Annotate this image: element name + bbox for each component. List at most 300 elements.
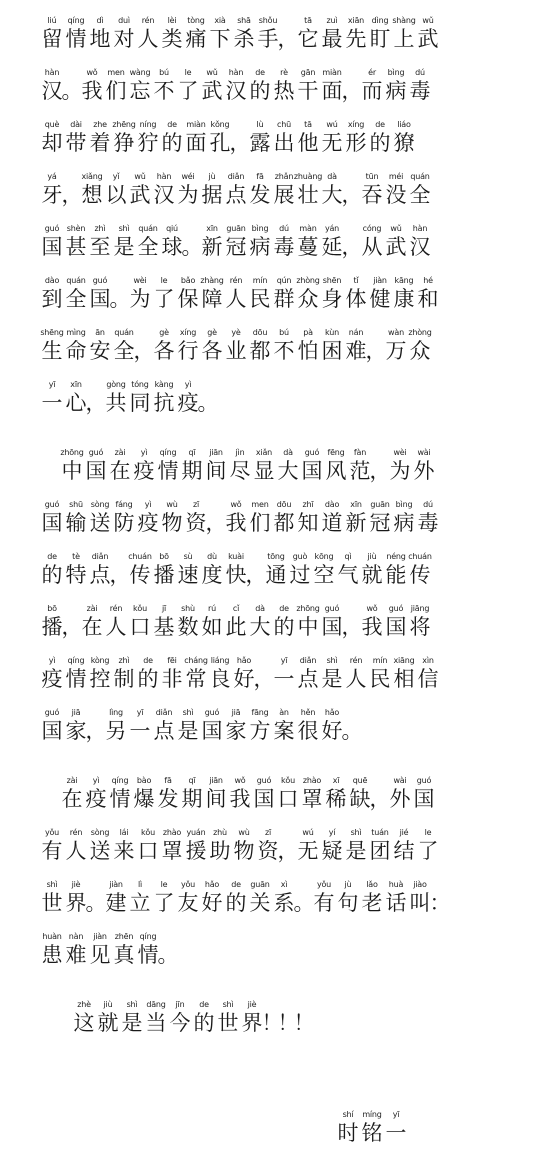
hanzi: 能 (385, 563, 407, 587)
character-cell (336, 1109, 360, 1146)
character-cell (180, 447, 204, 484)
character-cell (40, 879, 64, 916)
hanzi: 各 (153, 339, 175, 363)
hanzi: 风 (325, 459, 347, 483)
hanzi: 度 (201, 563, 223, 587)
pinyin: hǎo (204, 880, 220, 889)
character-cell (392, 275, 416, 312)
character-cell (40, 499, 64, 536)
character-cell (112, 223, 136, 260)
hanzi: 传 (129, 563, 151, 587)
hanzi: 们 (249, 511, 271, 535)
character-cell (128, 67, 152, 104)
pinyin: diǎn (155, 708, 173, 717)
pinyin: zhe (93, 120, 107, 129)
character-cell (64, 499, 88, 536)
character-cell (64, 15, 88, 52)
pinyin: xiāng (393, 656, 415, 665)
pinyin: jiā (71, 708, 81, 717)
hanzi: 国 (41, 719, 63, 743)
hanzi: 是 (345, 839, 367, 863)
hanzi: 命 (65, 339, 87, 363)
pinyin: hǎo (236, 656, 252, 665)
pinyin: dāng (146, 1000, 166, 1009)
character-cell (272, 67, 296, 104)
character-cell (296, 707, 320, 744)
hanzi: 全 (409, 183, 431, 207)
character-cell (368, 15, 392, 52)
character-cell (136, 931, 160, 968)
pinyin: qíng (159, 448, 177, 457)
pinyin: xiǎn (255, 448, 273, 457)
pinyin: wǒ (234, 776, 246, 785)
character-cell (64, 931, 88, 968)
pinyin: wǔ (134, 172, 146, 181)
hanzi: 间 (205, 787, 227, 811)
character-cell (136, 827, 160, 864)
hanzi: 传 (409, 563, 431, 587)
hanzi: 送 (89, 839, 111, 863)
character-cell (88, 275, 112, 312)
hanzi: 口 (129, 615, 151, 639)
pinyin: guān (250, 880, 270, 889)
pinyin: qī (188, 448, 196, 457)
pinyin: jiù (367, 552, 377, 561)
character-cell (84, 447, 108, 484)
pinyin: miàn (322, 68, 342, 77)
pinyin: zhī (302, 500, 314, 509)
punctuation-cell (205, 499, 227, 536)
pinyin: fāng (251, 708, 269, 717)
hanzi: 据 (201, 183, 223, 207)
pinyin: xì (280, 880, 288, 889)
pinyin: miàn (186, 120, 206, 129)
character-cell (336, 879, 360, 916)
hanzi: 案 (273, 719, 295, 743)
pinyin: jiàn (373, 276, 387, 285)
hanzi: 数 (177, 615, 199, 639)
pinyin: fáng (115, 500, 133, 509)
hanzi: 一 (41, 391, 63, 415)
character-cell (88, 499, 112, 536)
hanzi: 各 (201, 339, 223, 363)
character-cell (320, 119, 344, 156)
character-cell (416, 275, 440, 312)
character-cell (128, 707, 152, 744)
character-cell (408, 223, 432, 260)
pinyin: le (160, 880, 168, 889)
punctuation-cell (341, 707, 363, 744)
hanzi: ， (109, 563, 131, 587)
character-cell (248, 707, 272, 744)
pinyin: cǐ (232, 604, 240, 613)
pinyin: qíng (111, 776, 129, 785)
paragraph-gap (40, 968, 500, 984)
hanzi: 中 (297, 615, 319, 639)
hanzi: 有 (41, 839, 63, 863)
punctuation-cell (365, 327, 387, 364)
hanzi: 。 (341, 719, 363, 743)
hanzi: 的 (193, 1011, 215, 1035)
pinyin: qì (344, 552, 352, 561)
pinyin: àn (279, 708, 289, 717)
character-cell (80, 67, 104, 104)
character-cell (64, 827, 88, 864)
pinyin: nán (348, 328, 364, 337)
hanzi: 是 (113, 235, 135, 259)
text-line (40, 760, 500, 812)
character-cell (248, 275, 272, 312)
character-cell (312, 551, 336, 588)
pinyin: zī (192, 500, 200, 509)
pinyin: zhōng (296, 604, 320, 613)
pinyin: kǒu (141, 828, 155, 837)
hanzi: 身 (321, 287, 343, 311)
hanzi: 康 (393, 287, 415, 311)
pinyin: jìn (235, 448, 245, 457)
hanzi: 疫 (85, 787, 107, 811)
hanzi: 疫 (137, 511, 159, 535)
hanzi: 为 (177, 183, 199, 207)
character-cell (252, 775, 276, 812)
character-cell (176, 67, 200, 104)
character-cell (252, 447, 276, 484)
pinyin: yán (324, 224, 340, 233)
character-cell (40, 119, 64, 156)
hanzi: ， (341, 615, 363, 639)
pinyin: de (231, 880, 241, 889)
character-cell (324, 775, 348, 812)
pinyin: xìn (422, 656, 434, 665)
pinyin: wǔ (390, 224, 402, 233)
hanzi: 武 (385, 235, 407, 259)
hanzi: 冠 (369, 511, 391, 535)
hanzi: 全 (113, 339, 135, 363)
pinyin: bìng (387, 68, 405, 77)
author-signature (40, 1094, 500, 1146)
hanzi: 的 (249, 79, 271, 103)
punctuation-cell (277, 15, 299, 52)
pinyin: shàng (392, 16, 416, 25)
character-cell (276, 775, 300, 812)
hanzi: 这 (73, 1011, 95, 1035)
character-cell (40, 171, 64, 208)
character-cell (112, 931, 136, 968)
hanzi: 武 (417, 27, 439, 51)
character-cell (272, 499, 296, 536)
pinyin: shì (350, 828, 362, 837)
pinyin: de (143, 656, 153, 665)
character-cell (64, 223, 88, 260)
character-cell (272, 655, 296, 692)
hanzi: 有 (313, 891, 335, 915)
hanzi: 结 (393, 839, 415, 863)
hanzi: 上 (393, 27, 415, 51)
pinyin: yǒu (316, 880, 332, 889)
punctuation-cell (133, 327, 155, 364)
character-cell (64, 275, 88, 312)
character-cell (152, 707, 176, 744)
pinyin: wèi (393, 448, 407, 457)
character-cell (224, 67, 248, 104)
character-cell (128, 171, 152, 208)
hanzi: ， (369, 459, 391, 483)
pinyin: shì (182, 708, 194, 717)
character-cell (224, 275, 248, 312)
hanzi: 难 (345, 339, 367, 363)
character-cell (152, 879, 176, 916)
pinyin: dōu (252, 328, 268, 337)
character-cell (412, 775, 436, 812)
hanzi: 想 (81, 183, 103, 207)
hanzi: 他 (297, 131, 319, 155)
character-cell (152, 327, 176, 364)
character-cell (368, 827, 392, 864)
pinyin: zī (264, 828, 272, 837)
character-cell (416, 499, 440, 536)
pinyin: yǒu (44, 828, 60, 837)
hanzi: 人 (225, 287, 247, 311)
character-cell (300, 447, 324, 484)
character-cell (136, 655, 160, 692)
character-cell (368, 275, 392, 312)
character-cell (128, 879, 152, 916)
character-cell (288, 551, 312, 588)
hanzi: 孔 (209, 131, 231, 155)
character-cell (296, 327, 320, 364)
character-cell (200, 707, 224, 744)
paragraph-gap (40, 416, 500, 432)
hanzi: 此 (225, 615, 247, 639)
pinyin: kǒu (281, 776, 295, 785)
punctuation-cell (293, 999, 315, 1036)
pinyin: zhǎn (274, 172, 294, 181)
pinyin: xīn (206, 224, 218, 233)
character-cell (256, 15, 280, 52)
hanzi: 界 (65, 891, 87, 915)
pinyin: rén (109, 604, 123, 613)
character-cell (88, 223, 112, 260)
character-cell (208, 15, 232, 52)
character-cell (320, 603, 344, 640)
pinyin: shū (69, 500, 83, 509)
hanzi: 保 (177, 287, 199, 311)
punctuation-cell (61, 603, 83, 640)
pinyin: jiàn (93, 932, 107, 941)
punctuation-cell (369, 775, 391, 812)
character-cell (360, 551, 384, 588)
pinyin: yì (140, 448, 148, 457)
hanzi: 期 (181, 787, 203, 811)
pinyin: dà (255, 604, 265, 613)
hanzi: 是 (121, 1011, 143, 1035)
hanzi: 另 (105, 719, 127, 743)
character-cell (64, 879, 88, 916)
hanzi: 怕 (297, 339, 319, 363)
pinyin: kāng (394, 276, 414, 285)
character-cell (72, 999, 96, 1036)
hanzi: 点 (297, 667, 319, 691)
pinyin: lèi (167, 16, 177, 25)
pinyin: guó (204, 708, 220, 717)
character-cell (104, 67, 128, 104)
character-cell (104, 879, 128, 916)
character-cell (224, 603, 248, 640)
character-cell (392, 119, 416, 156)
pinyin: dà (327, 172, 337, 181)
pinyin: pà (303, 328, 313, 337)
text-line (40, 52, 500, 104)
character-cell (88, 15, 112, 52)
character-cell (320, 275, 344, 312)
punctuation-cell (341, 223, 363, 260)
hanzi: 障 (201, 287, 223, 311)
character-cell (248, 171, 272, 208)
hanzi: 类 (161, 27, 183, 51)
pinyin: guó (304, 448, 320, 457)
pinyin: yá (47, 172, 57, 181)
hanzi: 难 (65, 943, 87, 967)
character-cell (132, 447, 156, 484)
pinyin: tè (72, 552, 80, 561)
hanzi: 杀 (233, 27, 255, 51)
hanzi: 情 (109, 787, 131, 811)
hanzi: 都 (273, 511, 295, 535)
hanzi: 是 (321, 667, 343, 691)
hanzi: 了 (153, 891, 175, 915)
pinyin: yī (136, 708, 144, 717)
character-cell (228, 775, 252, 812)
hanzi: 忘 (129, 79, 151, 103)
character-cell (128, 379, 152, 416)
character-cell (392, 15, 416, 52)
pinyin: mín (252, 276, 268, 285)
character-cell (204, 447, 228, 484)
character-cell (88, 551, 112, 588)
pinyin: bú (279, 328, 289, 337)
character-cell (216, 999, 240, 1036)
pinyin: diǎn (227, 172, 245, 181)
hanzi: 的 (161, 131, 183, 155)
hanzi: 如 (201, 615, 223, 639)
hanzi: 建 (105, 891, 127, 915)
pinyin: bǎo (180, 276, 196, 285)
hanzi: 蔓 (297, 235, 319, 259)
character-cell (160, 15, 184, 52)
pinyin: shí (342, 1110, 354, 1119)
character-cell (408, 171, 432, 208)
hanzi: ， (85, 391, 107, 415)
punctuation-cell (341, 603, 363, 640)
character-cell (104, 379, 128, 416)
hanzi: 播 (153, 563, 175, 587)
pinyin: kùn (325, 328, 339, 337)
hanzi: 好 (233, 667, 255, 691)
pinyin: jié (399, 828, 409, 837)
character-cell (368, 499, 392, 536)
hanzi: 情 (137, 943, 159, 967)
hanzi: 间 (205, 459, 227, 483)
pinyin: quán (138, 224, 158, 233)
pinyin: bú (159, 68, 169, 77)
punctuation-cell (109, 551, 131, 588)
pinyin: yì (184, 380, 192, 389)
pinyin: sòng (90, 828, 110, 837)
hanzi: 露 (249, 131, 271, 155)
hanzi: 国 (89, 287, 111, 311)
hanzi: 留 (41, 27, 63, 51)
pinyin: bìng (395, 500, 413, 509)
pinyin: jù (208, 172, 216, 181)
pinyin: bō (47, 604, 57, 613)
hanzi: 出 (273, 131, 295, 155)
hanzi: 界 (241, 1011, 263, 1035)
pinyin: shèn (66, 224, 86, 233)
hanzi: 人 (345, 667, 367, 691)
pinyin: zhì (94, 224, 106, 233)
pinyin: wú (302, 828, 314, 837)
pinyin: shì (222, 1000, 234, 1009)
pinyin: hàn (228, 68, 244, 77)
pinyin: zhè (77, 1000, 91, 1009)
character-cell (320, 827, 344, 864)
pinyin: wài (393, 776, 407, 785)
character-cell (272, 171, 296, 208)
hanzi: 展 (273, 183, 295, 207)
character-cell (272, 707, 296, 744)
pinyin: jiàn (109, 880, 123, 889)
character-cell (360, 1109, 384, 1146)
hanzi: ， (229, 131, 251, 155)
hanzi: 面 (185, 131, 207, 155)
character-cell (232, 655, 256, 692)
hanzi: 过 (289, 563, 311, 587)
character-cell (408, 551, 432, 588)
hanzi: 罩 (301, 787, 323, 811)
hanzi: 快 (225, 563, 247, 587)
hanzi: 汉 (409, 235, 431, 259)
pinyin: bào (136, 776, 152, 785)
character-cell (176, 379, 200, 416)
character-cell (104, 171, 128, 208)
pinyin: guó (88, 448, 104, 457)
pinyin: le (184, 68, 192, 77)
hanzi: 毒 (409, 79, 431, 103)
hanzi: 国 (201, 719, 223, 743)
text-line (40, 916, 500, 968)
hanzi: 手 (257, 27, 279, 51)
hanzi: 家 (225, 719, 247, 743)
hanzi: 制 (113, 667, 135, 691)
character-cell (248, 119, 272, 156)
hanzi: 一 (129, 719, 151, 743)
character-cell (224, 171, 248, 208)
character-cell (200, 603, 224, 640)
hanzi: 爆 (133, 787, 155, 811)
hanzi: 我 (225, 511, 247, 535)
character-cell (344, 327, 368, 364)
hanzi: 家 (65, 719, 87, 743)
character-cell (156, 775, 180, 812)
pinyin: tūn (365, 172, 379, 181)
hanzi: 地 (89, 27, 111, 51)
character-cell (64, 379, 88, 416)
character-cell (320, 223, 344, 260)
hanzi: 好 (321, 719, 343, 743)
hanzi: 健 (369, 287, 391, 311)
character-cell (296, 275, 320, 312)
pinyin: zuì (326, 16, 338, 25)
